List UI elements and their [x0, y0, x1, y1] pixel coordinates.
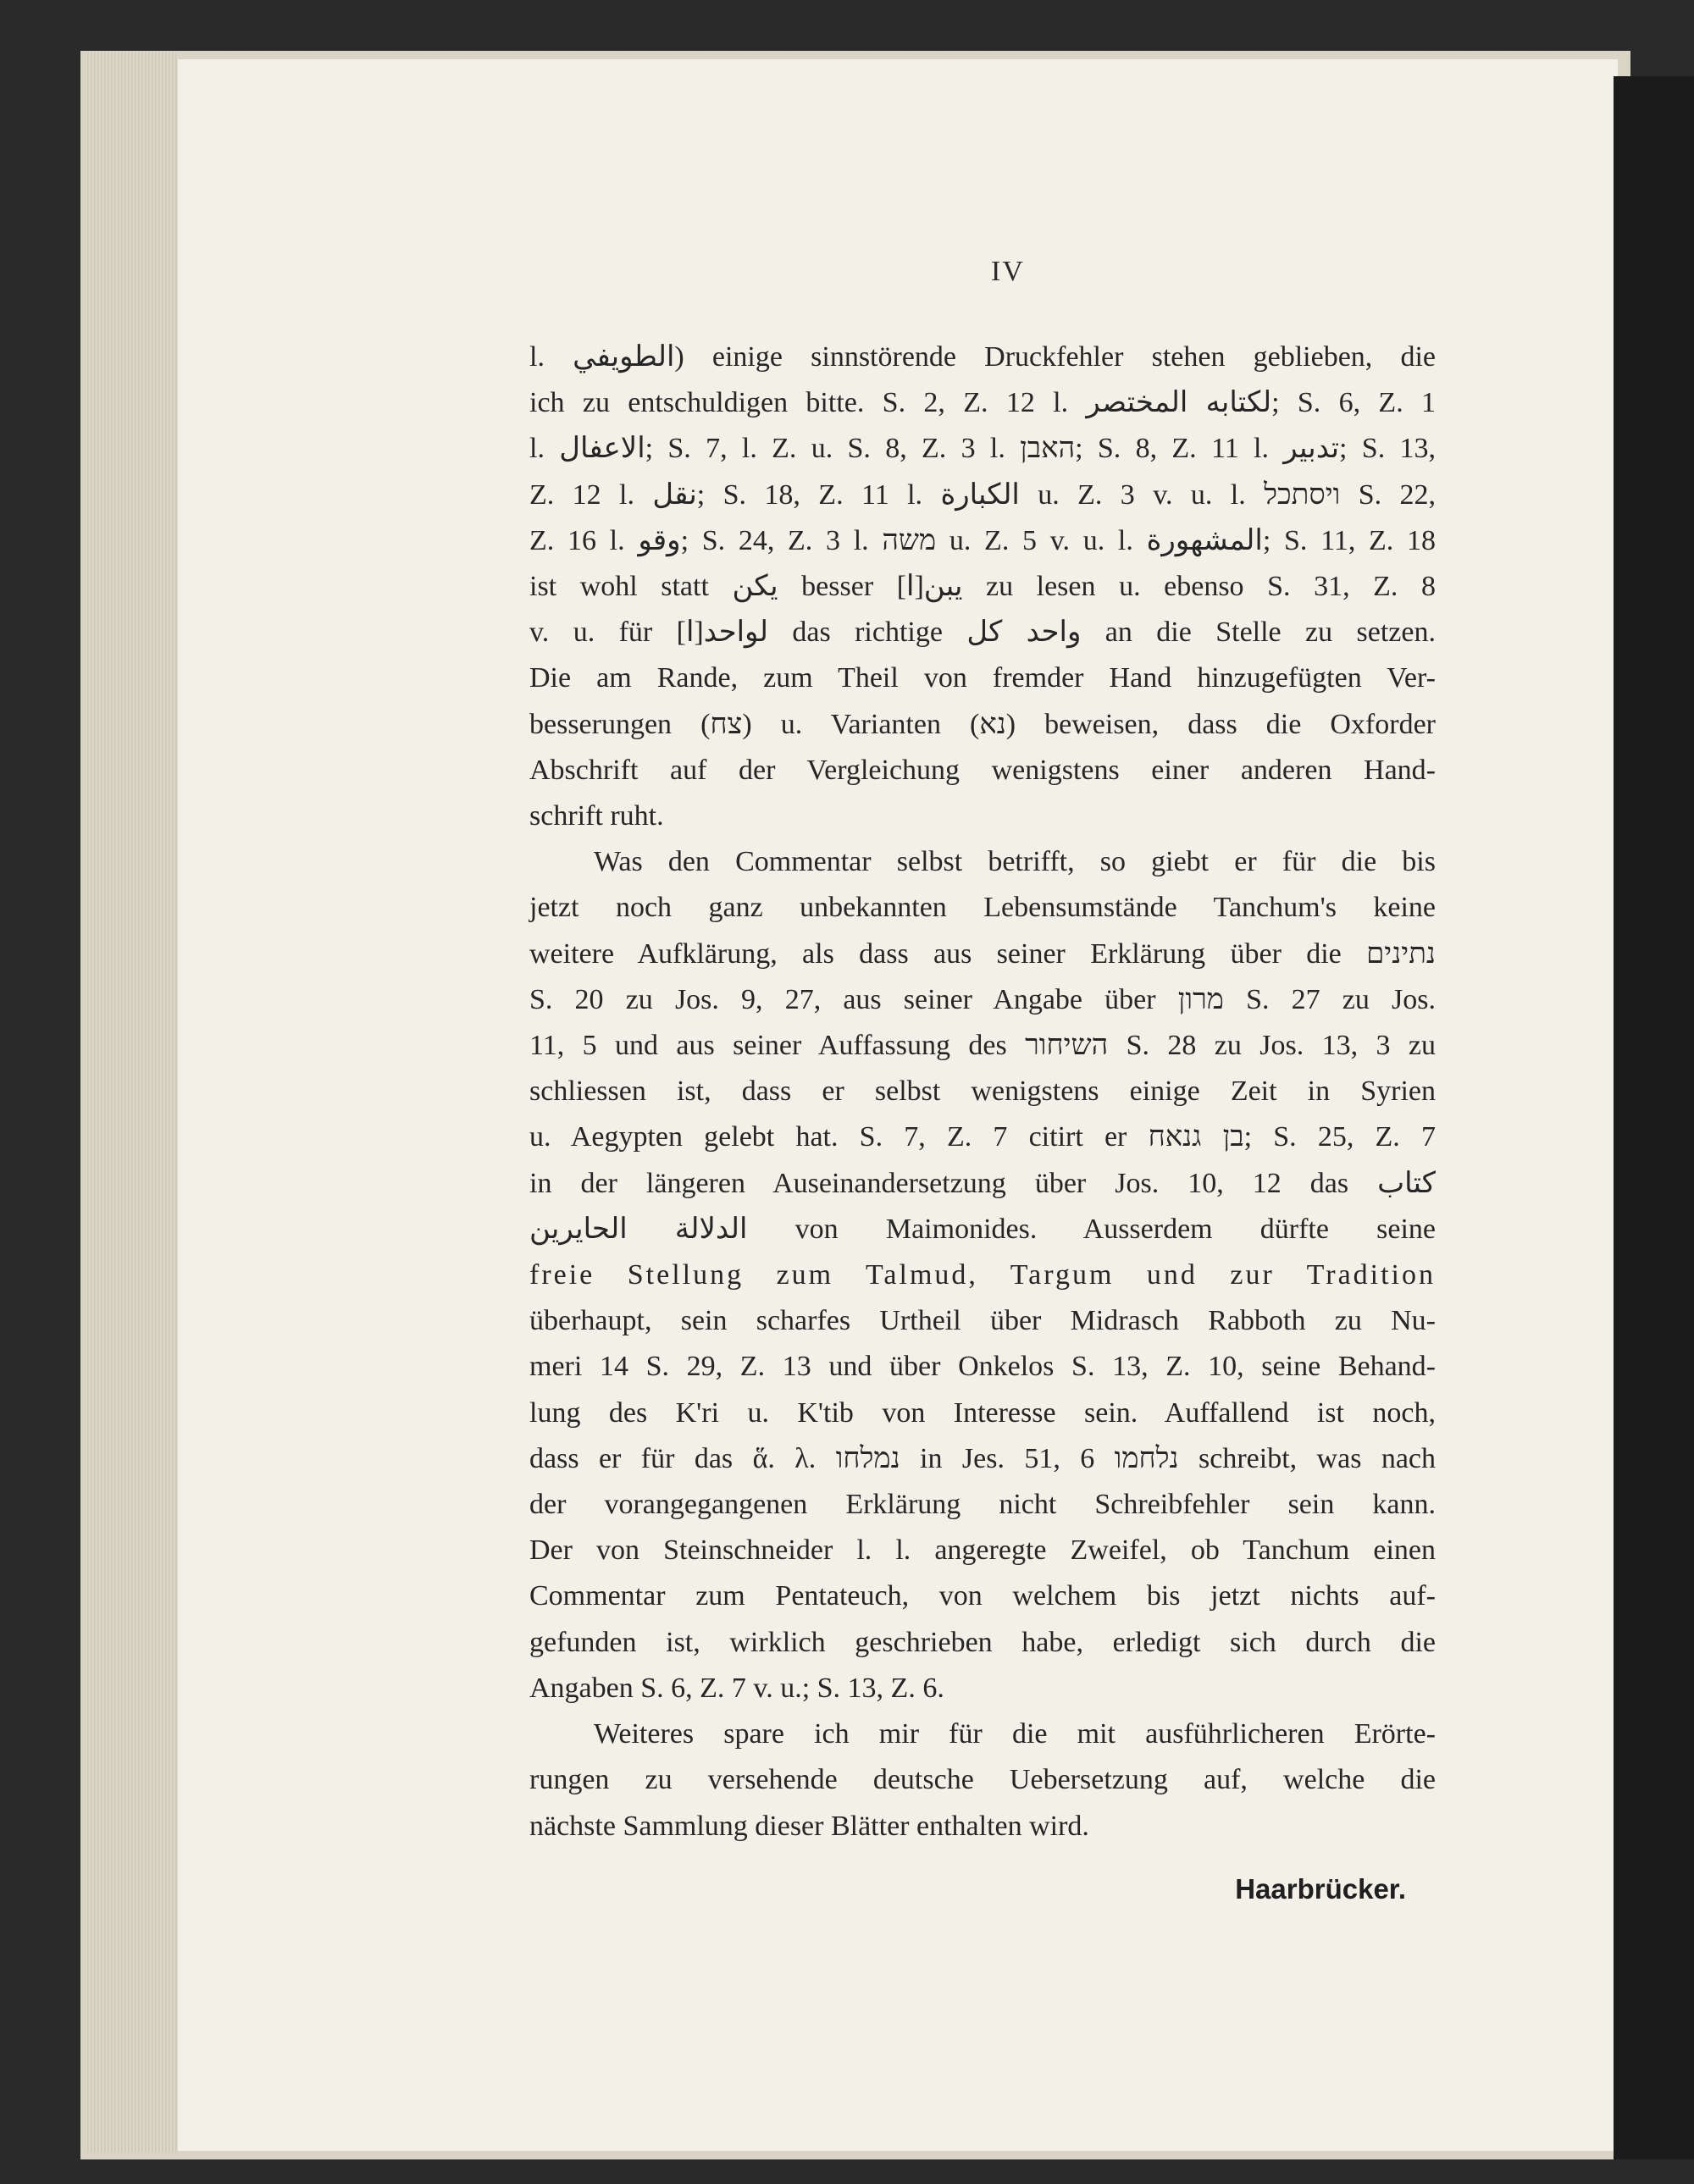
- text-line: überhaupt, sein scharfes Urtheil über Midrasch Rabboth zu Nu-: [529, 1305, 1436, 1337]
- page-number: IV: [991, 256, 1025, 287]
- text-line: besserungen (צח) u. Varianten (נא) beweisen, dass die Oxforder: [529, 708, 1436, 740]
- paragraph-1: [529, 335, 1436, 839]
- body-text: [529, 335, 1436, 1849]
- gutter-shadow: [1614, 76, 1694, 2159]
- text-line: rungen zu versehende deutsche Uebersetzung auf, welche die: [529, 1764, 1436, 1796]
- text-line: gefunden ist, wirklich geschrieben habe, erledigt sich durch die: [529, 1626, 1436, 1658]
- text-line: v. u. für [ا]لواحد das richtige واحد كل an die Stelle zu setzen.: [529, 616, 1436, 649]
- page-edges-stack: [85, 53, 178, 2153]
- paragraph-2: [529, 839, 1436, 1711]
- text-line: schliessen ist, dass er selbst wenigstens einige Zeit in Syrien: [529, 1075, 1436, 1108]
- text-line: l. الطويفي) einige sinnstörende Druckfehler stehen geblieben, die: [529, 341, 1436, 373]
- text-line: jetzt noch ganz unbekannten Lebensumstände Tanchum's keine: [529, 892, 1436, 924]
- text-line: u. Aegypten gelebt hat. S. 7, Z. 7 citirt er בן גנאח; S. 25, Z. 7: [529, 1121, 1436, 1153]
- text-line: freie Stellung zum Talmud, Targum und zur Tradition: [529, 1259, 1436, 1291]
- text-line: Abschrift auf der Vergleichung wenigstens einer anderen Hand-: [529, 754, 1436, 786]
- text-line: ich zu entschuldigen bitte. S. 2, Z. 12 l. لكتابه المختصر; S. 6, Z. 1: [529, 387, 1437, 419]
- text-line: Commentar zum Pentateuch, von welchem bis jetzt nichts auf-: [529, 1580, 1436, 1612]
- text-line: Der von Steinschneider l. l. angeregte Zweifel, ob Tanchum einen: [529, 1534, 1436, 1567]
- text-line: nächste Sammlung dieser Blätter enthalten wird.: [529, 1810, 1089, 1842]
- text-line: S. 20 zu Jos. 9, 27, aus seiner Angabe über מרון S. 27 zu Jos.: [529, 983, 1436, 1015]
- text-line: der vorangegangenen Erklärung nicht Schreibfehler sein kann.: [529, 1489, 1436, 1521]
- text-line: l. الاعفال; S. 7, l. Z. u. S. 8, Z. 3 l. האבן; S. 8, Z. 11 l. تدبير; S. 13,: [529, 433, 1436, 465]
- text-line: Was den Commentar selbst betrifft, so giebt er für die bis: [594, 846, 1436, 878]
- text-line: الدلالة الحايرين von Maimonides. Ausserdem dürfte seine: [529, 1213, 1437, 1245]
- text-line: weitere Aufklärung, als dass aus seiner Erklärung über die נתינים: [529, 937, 1436, 970]
- text-line: in der längeren Auseinandersetzung über Jos. 10, 12 das كتاب: [529, 1167, 1436, 1199]
- text-line: Die am Rande, zum Theil von fremder Hand hinzugefügten Ver-: [529, 662, 1436, 694]
- text-line: Angaben S. 6, Z. 7 v. u.; S. 13, Z. 6.: [529, 1672, 944, 1704]
- text-line: Weiteres spare ich mir für die mit ausführlicheren Erörte-: [594, 1718, 1436, 1750]
- paragraph-3: [529, 1711, 1436, 1849]
- text-line: 11, 5 und aus seiner Auffassung des השיחור S. 28 zu Jos. 13, 3 zu: [529, 1030, 1436, 1062]
- text-line: meri 14 S. 29, Z. 13 und über Onkelos S. 13, Z. 10, seine Behand-: [529, 1351, 1436, 1383]
- text-line: dass er für das ἅ. λ. נמלחו in Jes. 51, 6 נלחמו schreibt, was nach: [529, 1442, 1437, 1474]
- text-line: schrift ruht.: [529, 800, 664, 832]
- text-line: Z. 12 l. نقل; S. 18, Z. 11 l. الكبارة u. Z. 3 v. u. l. ויסתכל S. 22,: [529, 478, 1436, 511]
- text-line: Z. 16 l. وقو; S. 24, Z. 3 l. משה u. Z. 5 v. u. l. المشهورة; S. 11, Z. 18: [529, 524, 1437, 556]
- text-line: ist wohl statt يكن besser يبن[ا] zu lesen u. ebenso S. 31, Z. 8: [529, 571, 1436, 603]
- signature: Haarbrücker.: [1235, 1873, 1406, 1905]
- text-line: lung des K'ri u. K'tib von Interesse sein. Auffallend ist noch,: [529, 1396, 1436, 1429]
